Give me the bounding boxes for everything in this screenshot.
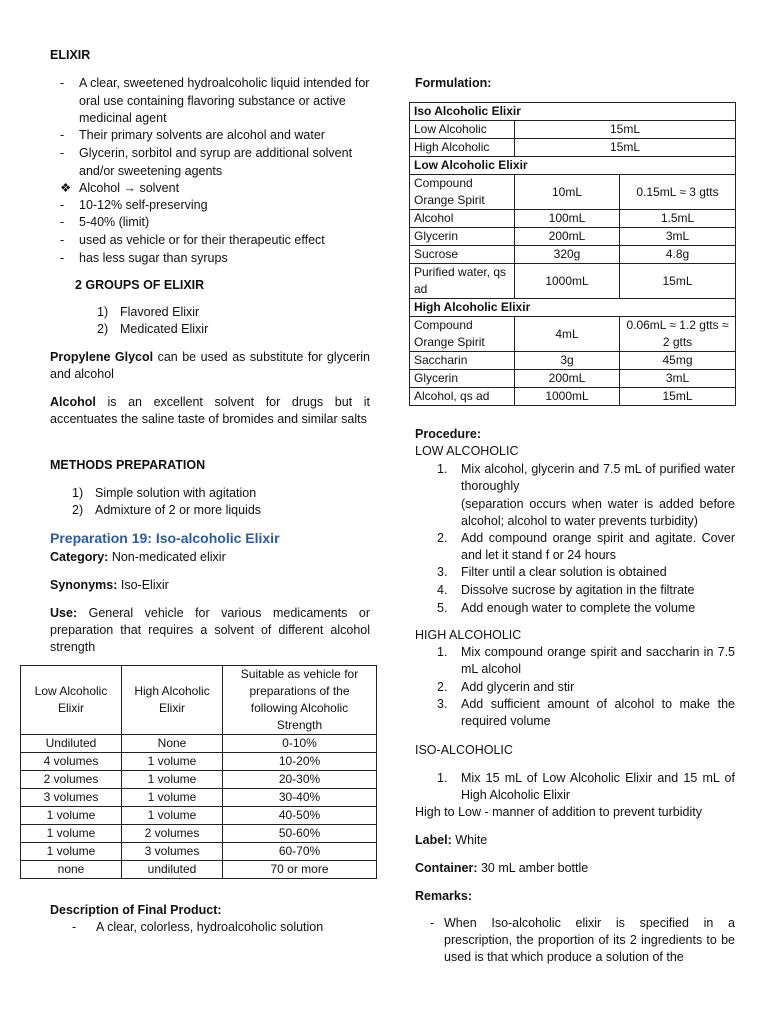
high-alcoholic-title: HIGH ALCOHOLIC [415, 628, 522, 642]
bullet-text: has less sugar than syrups [79, 251, 228, 265]
low-step-note: (separation occurs when water is added before alcohol; alcohol to water prevents turbidity) [461, 497, 735, 528]
high-step-2: Add glycerin and stir [461, 680, 575, 694]
table-cell: 3 volumes [21, 789, 122, 807]
table-cell: None [122, 735, 223, 753]
low-alcoholic-title: LOW ALCOHOLIC [415, 444, 519, 458]
high-step-3: Add sufficient amount of alcohol to make the required volume [461, 697, 735, 728]
table-cell: none [21, 861, 122, 879]
low-header-row-cell: Low Alcoholic Elixir [410, 157, 736, 175]
table-cell: 60-70% [223, 843, 377, 861]
table-row [410, 175, 736, 210]
table-cell: 30-40% [223, 789, 377, 807]
table-cell: 200mL [515, 228, 620, 246]
table-row [21, 789, 377, 807]
table-cell: 1 volume [122, 807, 223, 825]
bullet-text: Alcohol → solvent [79, 181, 180, 195]
header-strength: Suitable as vehicle for preparations of the following Alcoholic Strength [223, 666, 377, 735]
table-cell: Saccharin [410, 352, 515, 370]
table-row [410, 121, 736, 139]
table-row [21, 753, 377, 771]
low-step-4: Dissolve sucrose by agitation in the filtrate [461, 583, 695, 597]
table-cell: 1.5mL [620, 210, 736, 228]
table-cell: 2 volumes [21, 771, 122, 789]
table-cell: 3mL [620, 228, 736, 246]
label-line: Label: White [415, 833, 488, 847]
table-row [410, 246, 736, 264]
high-header-row [410, 299, 736, 317]
table-cell: 1 volume [122, 789, 223, 807]
synonyms-line: Synonyms: Iso-Elixir [50, 578, 169, 592]
table-row [410, 264, 736, 299]
high-step-1: Mix compound orange spirit and saccharin in 7.5 mL alcohol [461, 645, 735, 676]
alcohol-paragraph: Alcohol is an excellent solvent for drugs but it accentuates the saline taste of bromides and similar salts [50, 395, 370, 426]
propylene-paragraph: Propylene Glycol can be used as substitute for glycerin and alcohol [50, 350, 370, 381]
table-cell: 40-50% [223, 807, 377, 825]
low-step-5: Add enough water to complete the volume [461, 601, 696, 615]
methods-title: METHODS PREPARATION [50, 458, 206, 472]
remarks-title: Remarks: [415, 889, 472, 903]
table-cell: 1000mL [515, 388, 620, 406]
iso-alcoholic-title: ISO-ALCOHOLIC [415, 743, 513, 757]
bullet-text: Glycerin, sorbitol and syrup are additional solvent and/or sweetening agents [79, 146, 353, 178]
remarks-dash: - [430, 916, 435, 930]
iso-header-row [410, 103, 736, 121]
table-cell: 0.06mL ≈ 1.2 gtts ≈ 2 gtts [620, 317, 736, 352]
procedure-title: Procedure: [415, 427, 481, 441]
description-dash: - [72, 920, 77, 934]
table-row [21, 843, 377, 861]
bullet-text: Their primary solvents are alcohol and water [79, 128, 325, 142]
table-row [21, 735, 377, 753]
table-cell: undiluted [122, 861, 223, 879]
bullet-mark: - [60, 233, 65, 247]
bullet-mark: - [60, 251, 65, 265]
table-cell: Compound Orange Spirit [410, 317, 515, 352]
remarks-text: When Iso-alcoholic elixir is specified in a prescription, the proportion of its 2 ingredients to be used is that which produce a solution of the [444, 916, 735, 964]
table-cell: 1 volume [122, 771, 223, 789]
group-item-2: Medicated Elixir [120, 322, 209, 336]
high-header-row-cell: High Alcoholic Elixir [410, 299, 736, 317]
formulation-table [409, 102, 736, 406]
table-cell: Compound Orange Spirit [410, 175, 515, 210]
high-step-num-3: 3. [437, 697, 448, 711]
low-step-num-3: 3. [437, 565, 448, 579]
category-line: Category: Non-medicated elixir [50, 550, 226, 564]
method-item-2: Admixture of 2 or more liquids [95, 503, 262, 517]
table-cell: 50-60% [223, 825, 377, 843]
table-cell: 4.8g [620, 246, 736, 264]
table-cell: 10-20% [223, 753, 377, 771]
group-num-1: 1) [97, 305, 109, 319]
table-cell: 1000mL [515, 264, 620, 299]
table-cell: 0.15mL ≈ 3 gtts [620, 175, 736, 210]
group-item-1: Flavored Elixir [120, 305, 200, 319]
table-cell: 4mL [515, 317, 620, 352]
elixir-title: ELIXIR [50, 48, 91, 62]
table-row [21, 807, 377, 825]
table-row [410, 317, 736, 352]
table-cell: 3g [515, 352, 620, 370]
table-cell: 3 volumes [122, 843, 223, 861]
table-cell: Low Alcoholic [410, 121, 515, 139]
bullet-mark: - [60, 198, 65, 212]
table-row [21, 861, 377, 879]
table-cell: 45mg [620, 352, 736, 370]
table-cell: Undiluted [21, 735, 122, 753]
bullet-mark: - [60, 146, 65, 160]
low-step-3: Filter until a clear solution is obtained [461, 565, 667, 579]
low-step-2: Add compound orange spirit and agitate. Cover and let it stand f or 24 hours [461, 531, 735, 562]
table-cell: 2 volumes [122, 825, 223, 843]
table-cell: High Alcoholic [410, 139, 515, 157]
table-row [410, 388, 736, 406]
method-num-2: 2) [72, 503, 84, 517]
table-cell: Glycerin [410, 228, 515, 246]
high-to-low-note: High to Low - manner of addition to prevent turbidity [415, 805, 702, 819]
table-cell: 4 volumes [21, 753, 122, 771]
description-title: Description of Final Product: [50, 903, 222, 917]
table-cell: 15mL [620, 264, 736, 299]
method-num-1: 1) [72, 486, 84, 500]
header-low: Low Alcoholic Elixir [21, 666, 122, 735]
low-step-num-2: 2. [437, 531, 448, 545]
use-paragraph: Use: General vehicle for various medicaments or preparation that requires a solvent of different alcohol strength [50, 606, 370, 654]
table-cell: 70 or more [223, 861, 377, 879]
table-cell: Alcohol, qs ad [410, 388, 515, 406]
table-row [410, 352, 736, 370]
bullet-mark: - [60, 128, 65, 142]
bullet-mark: - [60, 76, 65, 90]
groups-title: 2 GROUPS OF ELIXIR [75, 278, 205, 292]
alcohol-strength-table [20, 665, 377, 879]
table-cell: 200mL [515, 370, 620, 388]
method-item-1: Simple solution with agitation [95, 486, 257, 500]
table-row [410, 228, 736, 246]
table-header-row [21, 666, 377, 735]
low-step-num-1: 1. [437, 462, 448, 476]
table-row [410, 370, 736, 388]
table-cell: 100mL [515, 210, 620, 228]
table-row [410, 210, 736, 228]
low-step-1: Mix alcohol, glycerin and 7.5 mL of purified water thoroughly [461, 462, 735, 493]
iso-step-num-1: 1. [437, 771, 448, 785]
table-row [21, 825, 377, 843]
table-cell: 320g [515, 246, 620, 264]
bullet-mark: ❖ [60, 181, 72, 195]
bullet-text: A clear, sweetened hydroalcoholic liquid intended for oral use containing flavoring substance or active medicinal agent [79, 76, 370, 125]
table-cell: 3mL [620, 370, 736, 388]
preparation-title: Preparation 19: Iso-alcoholic Elixir [50, 530, 280, 546]
table-cell: 1 volume [21, 807, 122, 825]
group-num-2: 2) [97, 322, 109, 336]
table-cell: 15mL [620, 388, 736, 406]
table-cell: Alcohol [410, 210, 515, 228]
table-cell: Purified water, qs ad [410, 264, 515, 299]
low-step-num-4: 4. [437, 583, 448, 597]
table-cell: Glycerin [410, 370, 515, 388]
bullet-mark: - [60, 215, 65, 229]
table-cell: 15mL [515, 121, 736, 139]
iso-step-1: Mix 15 mL of Low Alcoholic Elixir and 15 mL of High Alcoholic Elixir [461, 771, 735, 802]
bullet-text: 10-12% self-preserving [79, 198, 208, 212]
table-row [410, 139, 736, 157]
formulation-title: Formulation: [415, 76, 492, 90]
table-cell: 10mL [515, 175, 620, 210]
table-row [21, 771, 377, 789]
header-high: High Alcoholic Elixir [122, 666, 223, 735]
low-step-num-5: 5. [437, 601, 448, 615]
high-step-num-2: 2. [437, 680, 448, 694]
table-cell: 15mL [515, 139, 736, 157]
table-cell: 1 volume [21, 843, 122, 861]
table-cell: 1 volume [122, 753, 223, 771]
container-line: Container: 30 mL amber bottle [415, 861, 589, 875]
table-cell: Sucrose [410, 246, 515, 264]
iso-header-row-cell: Iso Alcoholic Elixir [410, 103, 736, 121]
table-cell: 20-30% [223, 771, 377, 789]
table-cell: 1 volume [21, 825, 122, 843]
high-step-num-1: 1. [437, 645, 448, 659]
description-text: A clear, colorless, hydroalcoholic solution [96, 920, 324, 934]
bullet-text: 5-40% (limit) [79, 215, 150, 229]
bullet-text: used as vehicle or for their therapeutic effect [79, 233, 325, 247]
low-header-row [410, 157, 736, 175]
table-cell: 0-10% [223, 735, 377, 753]
